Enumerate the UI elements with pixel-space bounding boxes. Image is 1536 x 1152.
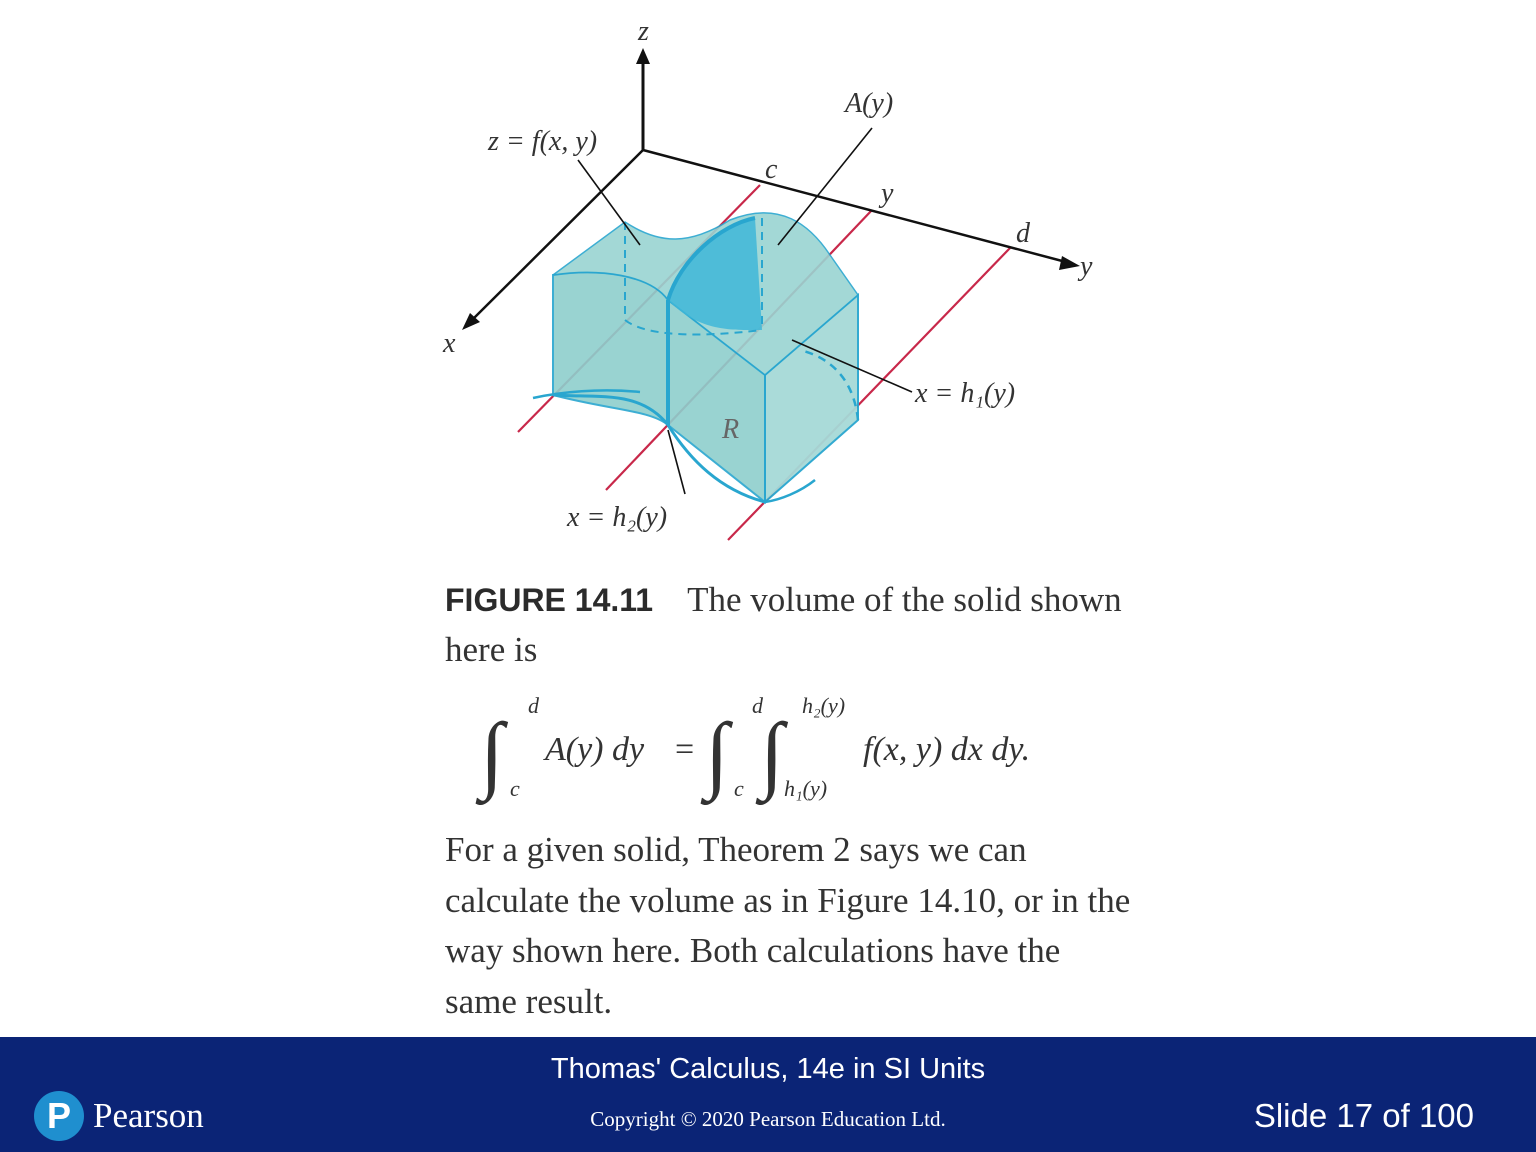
explanation-paragraph: For a given solid, Theorem 2 says we can calculate the volume as in Figure 14.10, or in the way shown here. Both calculations have the same result. <box>445 830 1131 1021</box>
lhs-integrand: A(y) dy <box>545 731 645 768</box>
h2-curve-label: x = h₂(y) <box>567 502 668 533</box>
slide-number: Slide 17 of 100 <box>1253 1097 1474 1134</box>
int1-lower: c <box>510 776 520 801</box>
z-axis-label: z <box>638 16 649 47</box>
caption-text: The volume of the solid shown here is <box>445 580 1122 669</box>
d-label: d <box>1016 218 1030 249</box>
figure-caption <box>445 575 1135 675</box>
c-label: c <box>765 154 778 185</box>
cross-section-label: A(y) <box>845 88 894 119</box>
pearson-logo-icon: P <box>34 1091 84 1141</box>
volume-equation <box>470 680 1110 810</box>
leader-surface <box>578 160 640 245</box>
int1-upper: d <box>528 693 539 718</box>
region-label: R <box>722 414 740 445</box>
surface-label: z = f(x, y) <box>488 126 598 157</box>
figure-label: FIGURE 14.11 <box>445 582 654 618</box>
copyright-notice: Copyright © 2020 Pearson Education Ltd. <box>590 1107 946 1131</box>
int3-upper: h₂(y) <box>802 693 846 718</box>
equals-sign: = <box>675 731 695 768</box>
integral-sign-1: ∫ <box>480 705 504 801</box>
footer-bar <box>0 1037 1536 1152</box>
int3-lower: h₁(y) <box>784 776 828 801</box>
solid-volume-diagram <box>400 10 1160 570</box>
int2-lower: c <box>734 776 744 801</box>
solid <box>533 213 858 502</box>
h1-curve-label: x = h₁(y) <box>915 378 1016 409</box>
pearson-logo-text: Pearson <box>93 1096 204 1135</box>
integral-sign-3: ∫ <box>760 705 784 801</box>
book-title: Thomas' Calculus, 14e in SI Units <box>550 1053 986 1085</box>
figure-14-11 <box>400 10 1160 570</box>
y-tick-label: y <box>881 178 894 209</box>
rhs-integrand: f(x, y) dx dy. <box>863 731 1031 768</box>
int2-upper: d <box>752 693 763 718</box>
z-axis-arrow-icon <box>636 48 650 64</box>
leader-cross-section <box>778 128 872 245</box>
integral-sign-2: ∫ <box>705 705 729 801</box>
y-axis-arrow-icon <box>1059 256 1080 270</box>
x-axis-label: x <box>443 328 456 359</box>
y-axis-label: y <box>1080 251 1093 282</box>
